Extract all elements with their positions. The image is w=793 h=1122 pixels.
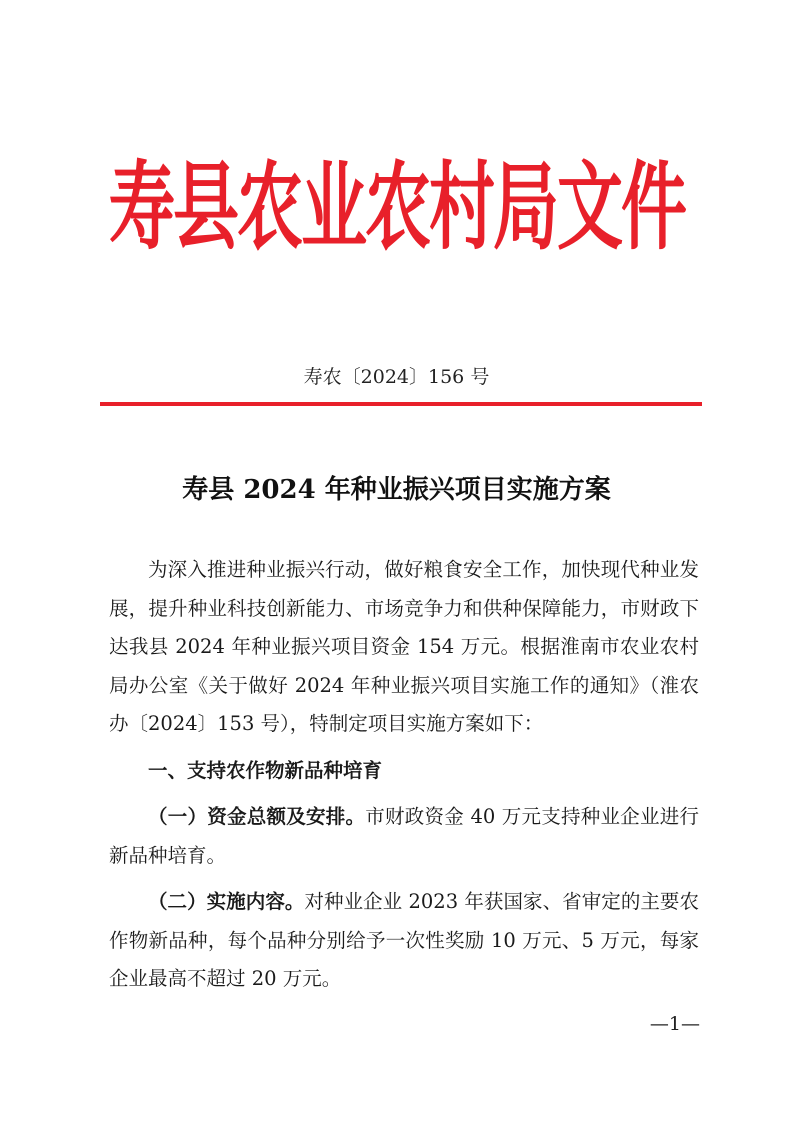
document-title: 寿县 2024 年种业振兴项目实施方案 [182,475,611,505]
document-body [109,551,699,999]
issuing-authority-title: 寿县农业农村局文件 [109,151,685,264]
item-label: （二）实施内容。 [148,890,305,913]
item-text: 市财政资金 40 万元支持种业企业进行新品种培育。 [109,805,699,867]
section-heading-1 [109,752,699,791]
section-heading-text: 一、支持农作物新品种培育 [148,758,383,782]
intro-paragraph: 为深入推进种业振兴行动，做好粮食安全工作，加快现代种业发展，提升种业科技创新能力、市场竞争力和供种保障能力，市财政下达我县 2024 年种业振兴项目资金 154 万元。根据淮南市农业农村局办公室《关于做好 2024 年种业振兴项目实施工作的通知》（淮农办〔2024〕153 号），特制定项目实施方案如下： [109,558,699,735]
item-text: 对种业企业 2023 年获国家、省审定的主要农作物新品种，每个品种分别给予一次性奖励 10 万元、5 万元，每家企业最高不超过 20 万元。 [109,890,699,990]
page-number: —1— [649,1013,700,1035]
document-number: 寿农〔2024〕156 号 [303,366,490,388]
red-divider-line [100,402,702,406]
section-item-1 [109,798,699,875]
item-label: （一）资金总额及安排。 [148,805,366,828]
section-item-2 [109,883,699,999]
